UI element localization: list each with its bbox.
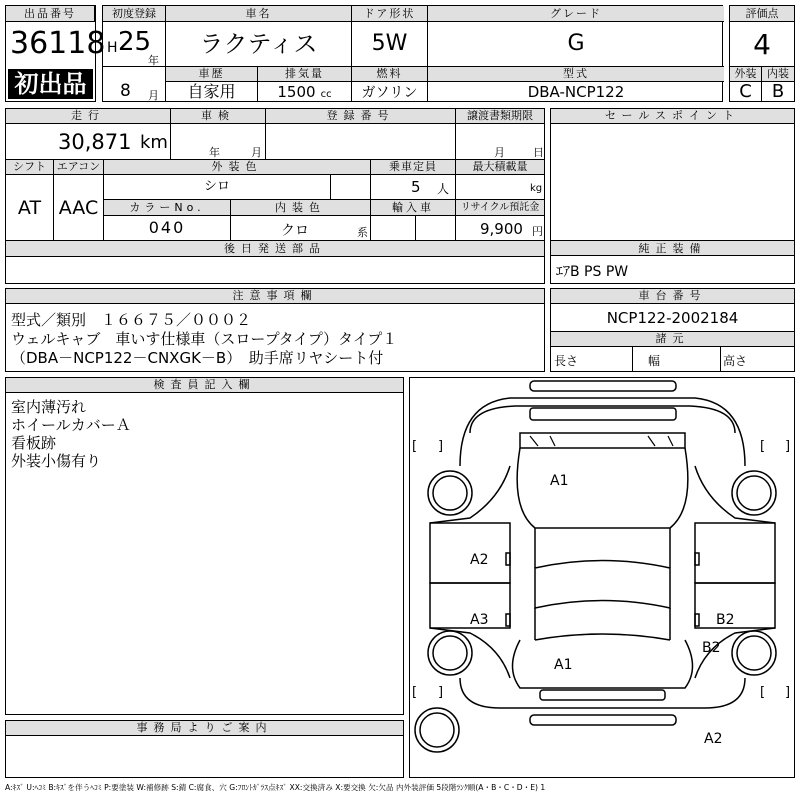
notes-line-3: （DBA－NCP122－CNXGK－B） 助手席リヤシート付 — [11, 349, 384, 367]
int-color-unit: 系 — [357, 226, 368, 239]
genuine-label: 純正装備 — [551, 240, 794, 256]
score-label: 評価点 — [730, 6, 794, 22]
dims-label: 諸元 — [551, 332, 794, 347]
height-label: 高さ — [723, 354, 748, 368]
transfer-month-unit: 月 — [494, 146, 505, 159]
import-label: 輸入車 — [371, 200, 456, 216]
air-conditioner: AAC — [58, 197, 99, 219]
mileage-unit: km — [140, 132, 168, 153]
history: 自家用 — [187, 82, 236, 101]
notes-line-1: 型式／類別 １６６７５／０００２ — [11, 311, 252, 329]
genuine-equipment: ｴｱB PS PW — [556, 264, 629, 280]
month-unit: 月 — [148, 89, 159, 102]
max-load-unit: kg — [530, 183, 543, 194]
mark-a3-left-rear-door: A3 — [470, 612, 489, 628]
shift-label: シフト — [6, 160, 54, 175]
history-label: 車歴 — [166, 67, 258, 82]
grade: G — [567, 31, 585, 56]
import-cell-2 — [416, 216, 456, 241]
recycle-unit: 円 — [532, 225, 543, 238]
color-number: 040 — [148, 218, 186, 237]
spec-block — [5, 108, 545, 284]
first-reg-month-cell — [103, 67, 166, 101]
ac-cell — [54, 175, 104, 241]
svg-text:]: ] — [438, 685, 444, 700]
first-reg-label: 初度登録 — [103, 6, 166, 22]
notes-line-2: ウェルキャブ 車いす仕様車（スロープタイプ）タイプ１ — [11, 330, 398, 348]
mileage-label: 走行 — [6, 109, 171, 124]
int-color-cell — [231, 216, 371, 241]
notes-label: 注意事項欄 — [6, 289, 544, 304]
length-cell — [551, 347, 633, 371]
chassis-label: 車台番号 — [551, 289, 794, 304]
shift: AT — [17, 197, 42, 219]
year-unit: 年 — [148, 54, 159, 67]
displacement-unit: cc — [320, 89, 332, 100]
lot-number-box — [5, 5, 106, 102]
door-label: ドア形状 — [352, 6, 428, 22]
car-outline-drawing — [410, 378, 794, 777]
color-no-cell — [104, 216, 231, 241]
exterior-color: シロ — [203, 179, 230, 194]
interior-color: クロ — [281, 223, 309, 239]
later-parts-label: 後日発送部品 — [6, 241, 544, 257]
svg-text:]: ] — [785, 685, 791, 700]
recycle-label: リサイクル預託金 — [456, 200, 544, 216]
color-cell — [104, 175, 331, 200]
width-cell — [633, 347, 721, 371]
inspection-cell — [171, 124, 266, 160]
svg-text:[: [ — [412, 685, 418, 700]
door-type: 5W — [371, 31, 408, 56]
exterior-score: C — [739, 81, 752, 102]
first-reg-year: 25 — [118, 27, 152, 57]
mark-b2-right-rear-door: B2 — [716, 612, 735, 628]
max-load-cell — [456, 175, 544, 200]
inspector-line-2: ホイールカバーＡ — [11, 416, 131, 434]
chassis-number: NCP122-2002184 — [606, 309, 739, 327]
recycle-amount: 9,900 — [480, 220, 523, 238]
svg-text:[: [ — [760, 685, 766, 700]
displacement-label: 排気量 — [258, 67, 352, 82]
office-label: 事務局よりご案内 — [6, 721, 403, 736]
shift-cell — [6, 175, 54, 241]
inspector-label: 検査員記入欄 — [6, 378, 403, 393]
chassis-block — [550, 288, 795, 372]
mark-a2-left-front-door: A2 — [470, 552, 489, 568]
first-reg-month: 8 — [120, 81, 131, 101]
color-no-label: カラーNo. — [104, 200, 231, 216]
svg-text:[: [ — [760, 439, 766, 454]
interior-score: B — [771, 81, 785, 102]
history-cell — [166, 82, 258, 101]
displacement: 1500 — [277, 83, 316, 101]
inspector-line-1: 室内薄汚れ — [11, 398, 87, 416]
era: H — [107, 40, 118, 56]
grade-label: グレード — [428, 6, 724, 22]
first-listing-badge: 初出品 — [8, 69, 93, 99]
sales-block — [550, 108, 795, 284]
damage-legend: A:ｷｽﾞ U:ﾍｺﾐ B:ｷｽﾞを伴うﾍｺﾐ P:要塗装 W:補修跡 S:錆 C:腐食、穴 G:ﾌﾛﾝﾄｶﾞﾗｽ点ｷｽﾞ XX:交換済み X:要交換 欠:欠品 内外装評価 5段階ﾗﾝｸ順(A・B・C・D・E) 1 — [5, 783, 546, 792]
notes-block — [5, 288, 545, 372]
model-cell — [428, 82, 724, 101]
score-box — [729, 5, 795, 102]
svg-text:]: ] — [438, 439, 444, 454]
lot-number: 36118 — [10, 26, 106, 61]
inspector-line-3: 看板跡 — [11, 434, 57, 452]
width-label: 幅 — [648, 354, 661, 368]
insp-year-unit: 年 — [209, 146, 220, 159]
vehicle-header — [102, 5, 723, 102]
transfer-label: 譲渡書類期限 — [456, 109, 544, 124]
lot-number-label: 出品番号 — [6, 6, 95, 22]
svg-text:[: [ — [412, 439, 418, 454]
exterior-cell — [730, 82, 762, 101]
interior-cell — [762, 82, 794, 101]
import-cell — [371, 216, 416, 241]
interior-label: 内装 — [762, 67, 794, 82]
score: 4 — [753, 28, 771, 61]
capacity-label: 乗車定員 — [371, 160, 456, 175]
inspector-block — [5, 377, 404, 715]
mark-a1-rear: A1 — [554, 657, 573, 673]
inspection-label: 車検 — [171, 109, 266, 124]
displacement-cell — [258, 82, 352, 101]
mark-a1-bonnet: A1 — [550, 473, 569, 489]
max-load-label: 最大積載量 — [456, 160, 544, 175]
color-extra-cell — [331, 175, 371, 200]
capacity: 5 — [411, 178, 421, 196]
car-name: ラクティス — [199, 30, 318, 58]
first-reg-year-cell — [103, 22, 166, 67]
recycle-cell — [456, 216, 544, 241]
mileage: 30,871 — [58, 130, 132, 154]
svg-text:]: ] — [785, 439, 791, 454]
score-cell — [730, 22, 794, 67]
transfer-day-unit: 日 — [533, 146, 544, 159]
capacity-unit: 人 — [437, 182, 450, 196]
mark-a2-rear-bumper: A2 — [704, 731, 723, 747]
car-name-cell — [166, 22, 352, 67]
mark-b2-right-rear-fender: B2 — [702, 640, 721, 656]
car-name-label: 車名 — [166, 6, 352, 22]
sales-point-label: セールスポイント — [551, 109, 794, 124]
car-diagram — [409, 377, 795, 778]
model: DBA-NCP122 — [527, 83, 625, 101]
capacity-cell — [371, 175, 456, 200]
chassis-number-cell — [551, 304, 794, 332]
color-label: 外装色 — [104, 160, 371, 175]
fuel-cell — [352, 82, 428, 101]
inspector-line-4: 外装小傷有り — [11, 452, 102, 470]
model-label: 型式 — [428, 67, 724, 82]
grade-cell — [428, 22, 724, 67]
insp-month-unit: 月 — [251, 146, 262, 159]
int-color-label: 内装色 — [231, 200, 371, 216]
registration-cell — [266, 124, 456, 160]
ac-label: エアコン — [54, 160, 104, 175]
fuel-label: 燃料 — [352, 67, 428, 82]
mileage-cell — [6, 124, 171, 160]
registration-label: 登録番号 — [266, 109, 456, 124]
office-block — [5, 720, 404, 778]
transfer-cell — [456, 124, 544, 160]
height-cell — [721, 347, 794, 371]
fuel: ガソリン — [361, 85, 418, 101]
exterior-label: 外装 — [730, 67, 762, 82]
length-label: 長さ — [554, 354, 579, 368]
door-cell — [352, 22, 428, 67]
